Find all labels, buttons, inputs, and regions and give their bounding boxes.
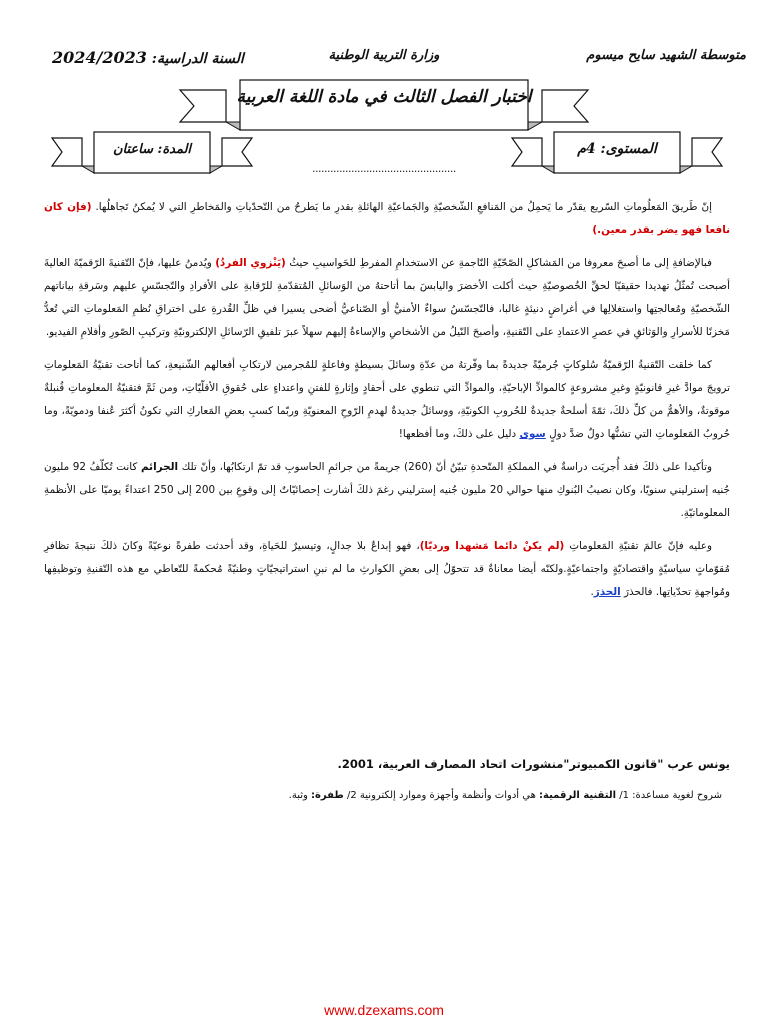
- highlight-red: (فإن كان نافعا فهو يضر بقدر معين.): [44, 201, 730, 236]
- school-year-label: السنة الدراسية:: [151, 51, 244, 67]
- highlight-red: (يَنْزوي الفردُ): [215, 257, 286, 269]
- paragraph-2: فبالإضافةِ إلى ما أصبحَ معروفا من المَشاكلِ الصّحّيّةِ النّاجمةِ عن الاستخدامِ المفرطِ للحَواسيبِ حيثُ (يَنْزوي الفردُ) ويُدمنُ عليها، فإنّ التّقنيةَ الرّقميّةَ العاليةَ أصبحت تُمثّلُ تهديدا حقيقيّا لحقِّ الخُصوصيّةِ حيث أكلت الأخضرَ واليابسَ بما أتاحتهُ من الوَسائلِ المُتقدّمةِ للرّقابةِ على الأفرادِ والتّجسّسِ عليهم وسَرقةِ بياناتهم الشّخصيّةِ ومُعالجتِها واستغلالِها في أغراضٍ دنيئةٍ غالبا، فالتّجسّسُ سواءٌ الأمنيُّ أو الصّناعيُّ أضحى يسيرا في ظلِّ القُدرةِ على اختراقِ نُظمِ المَعلوماتِ التي تُعدُّ مَخزنًا للأسرارِ والوَثائقِ في عصرِ الاعتمادِ على التّقنيةِ، وأصبحَ النّيلُ من الأشخاصِ والإساءةُ إليهم سهلاً عبرَ تلفيقِ الرّسائلِ الإلكترونيّةِ وتركيبِ الصّورِ وأفلامِ الفيديو.: [44, 257, 730, 338]
- paragraph-4: وتأكيدا على ذلكَ فقد أُجريَت دراسةٌ في المملكةِ المتّحدةِ تبيّنُ أنّ (260) جريمةً من جرائمِ الحاسوبِ قد تمّ ارتكابُها، وأنّ تلك الجرائم كانت تُكلّفُ 92 مليون جُنيه إسترليني سنويّا، وكان نصيبُ البُنوكِ منها حوالي 20 مليون جُنيه إسترليني رغمَ ذلكَ أشارت إحصائيّاتٌ إلى وقوعِ بين 200 إلى 250 اعتداءً يوميّا على الأنظمةِ المعلوماتيّةِ.: [44, 461, 730, 519]
- duration-banner: [52, 128, 252, 174]
- website-watermark: www.dzexams.com: [324, 1002, 444, 1018]
- highlight-bold: الجرائم: [141, 461, 179, 473]
- glossary-term: طفرة:: [311, 790, 344, 801]
- glossary-term: التقنية الرقمية:: [539, 790, 617, 801]
- duration-label: المدة: ساعتان: [112, 142, 192, 157]
- paragraph-3: كما خلقت التّقنيةُ الرّقميّةُ سُلوكاتٍ جُرميّةً جديدةً بما وفّرتهُ من عدّةِ وسائلَ بسيطةٍ وفاعلةٍ للمُجرمين لارتكابِ أفعالهم الشّنيعةِ، كما أتاحت تقنيّةُ المَعلوماتِ ترويجَ موادَّ غيرِ قانونيّةٍ وغيرِ مشروعةٍ كالموادِّ الإباحيّةِ، والموادِّ التي تنطوي على أحقادٍ وإثارةٍ للفتنِ واعتداءٍ على حُقوقِ الأقلّيّاتِ، ومن ثَمَّ فتقنيّةُ المعلوماتِ قُنبلةٌ موقوتةٌ، والأهمُّ من كلِّ ذلكَ، ثمّةَ أسلحةٌ جديدةٌ للحُروبِ الكونيّةِ، ووسائلُ جديدةٌ لهدمِ الرّوحِ المعنويّةِ وربّما كسبِ بعضِ المَعاركِ التي تكونُ أكثرَ عُنفا ودمويّةً، وما حُروبُ المَعلوماتِ التي تشنُّها دولٌ ضدَّ دولٍ سوى دليل على ذلكَ، وما أفظعها!: [44, 359, 730, 440]
- school-year: [52, 48, 244, 67]
- paragraph-1: إنّ طَريقَ المَعلُوماتِ السّريع يقدّر ما يَحمِلُ من المَنافعِ الشّخصيّةِ والجَماعيّةِ الهائلةِ بقدرِ ما يَطرحُ من التّحدّياتِ والمَخاطرِ التي لا يُمكنُ تَجاهلُها. (فإن كان نافعا فهو يضر بقدر معين.): [44, 201, 730, 236]
- paragraph-5: وعليه فإنّ عالمَ تقنيّةِ المَعلوماتِ (لم يكنْ دائما مَشهدا ورديّا)، فهو إبداعٌ بلا جدالٍ، وتيسيرٌ للحَياةِ، وقد أحدثت طفرةً نوعيّةً وكانَ ذلكَ نتيجةَ تظافرِ مُقوّماتٍ سياسيّةٍ واقتصاديّةٍ واجتماعيّةٍ.ولكنّه أيضا معاناةٌ قد تتحوّلُ إلى بعضِ الكوارثِ ما لم نبنِ استراتيجيّاتٍ وطنيّةً مُحكمةً للتّعاطي مع هذه التّقنيةِ وتوظيفِها ومُواجهةِ تحدّياتِها. فالحذرَ الحذرَ.: [44, 540, 730, 598]
- level-banner: [512, 128, 722, 174]
- text-source: يونس عرب "قانون الكمبيوتر"منشورات اتحاد المصارف العربية، 2001.: [337, 757, 730, 771]
- level-label: المستوى: 4م: [577, 141, 657, 157]
- student-name-line: ................................................: [312, 162, 456, 175]
- highlight-blue: الحذرَ: [593, 586, 621, 598]
- reading-text: [44, 196, 730, 614]
- school-name: متوسطة الشهيد سايح ميسوم: [586, 48, 746, 63]
- highlight-red: (لم يكنْ دائما مَشهدا ورديّا): [419, 540, 565, 552]
- glossary: شروح لغوية مساعدة: 1/ التقنية الرقمية: هي أدوات وأنظمة وأجهزة وموارد إلكترونية 2/ طفرة: وثبة.: [288, 790, 722, 801]
- ministry-name: وزارة التربية الوطنية: [328, 48, 440, 63]
- highlight-blue: سوى: [519, 428, 546, 440]
- school-year-value: 2024/2023: [52, 48, 147, 67]
- exam-title-banner: [180, 76, 588, 132]
- exam-title: اختبار الفصل الثالث في مادة اللغة العربية: [236, 87, 532, 107]
